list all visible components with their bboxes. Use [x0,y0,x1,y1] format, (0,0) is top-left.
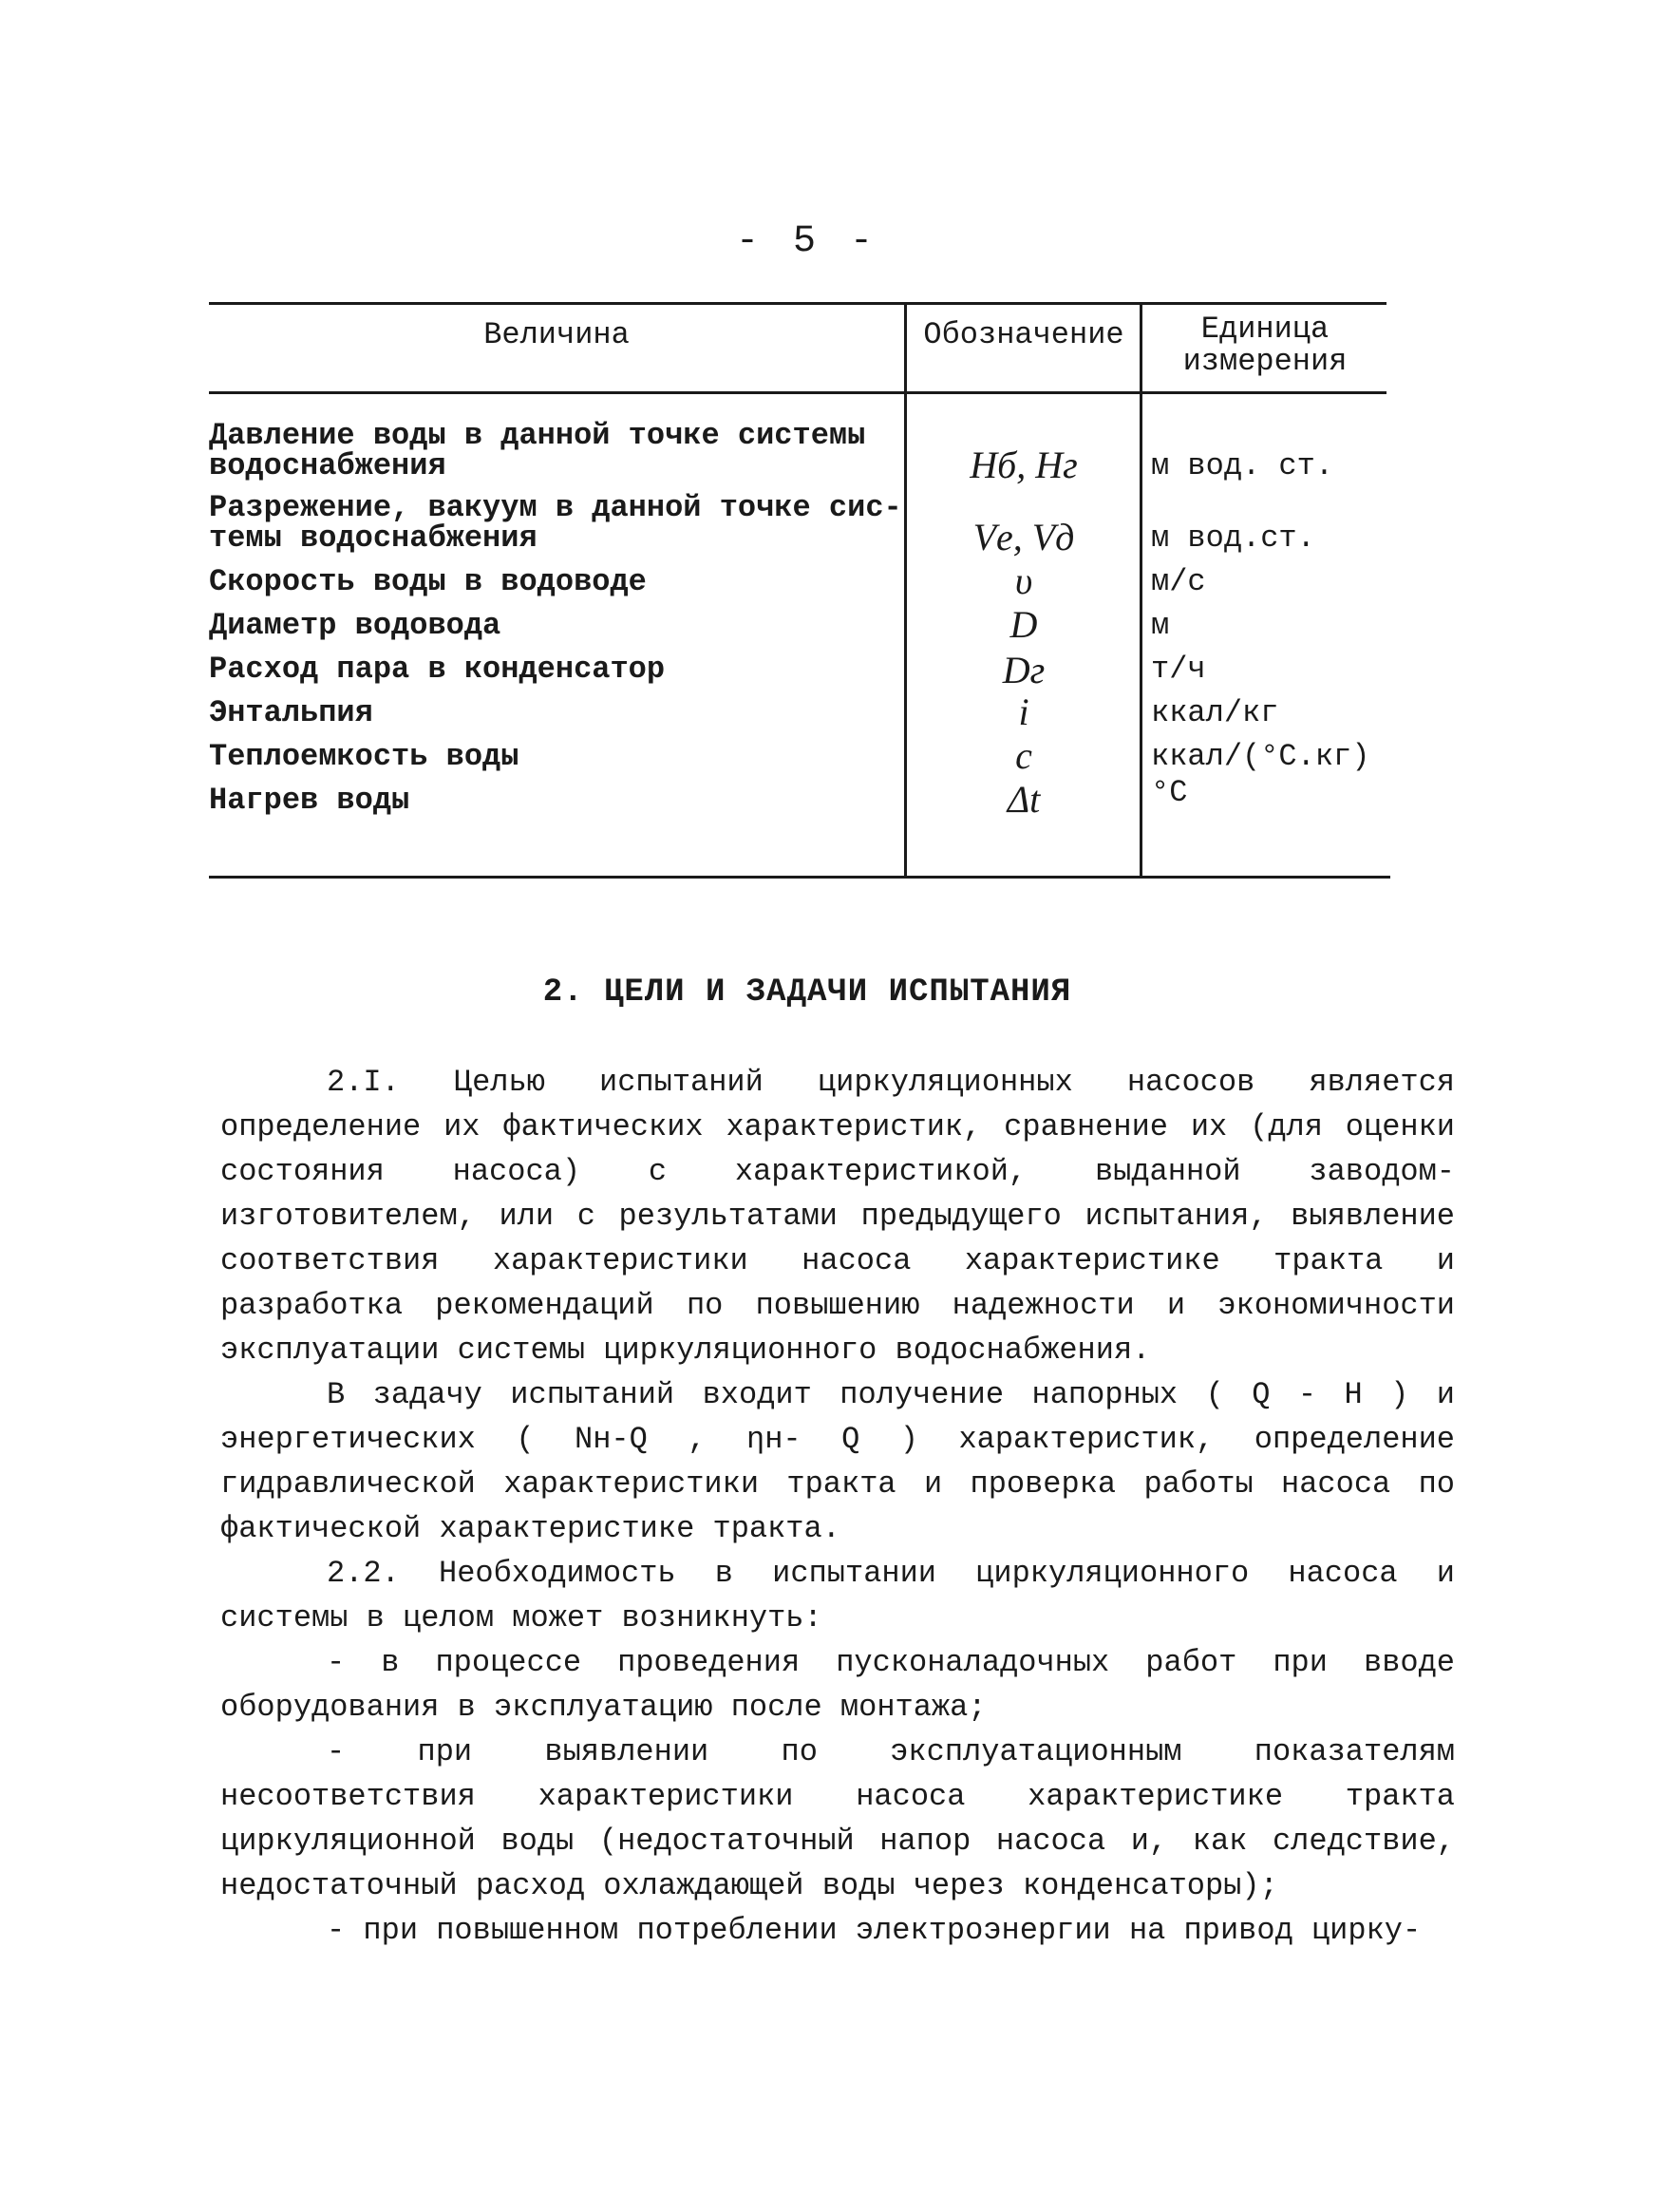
row-unit: °С [1151,775,1188,810]
row-name: Скорость воды в водоводе [209,564,647,599]
list-item: - в процессе проведения пусконаладочных работ при вводе оборудования в эксплуатацию после монтажа; [220,1645,1455,1725]
header-unit-line2: измерения [1182,344,1348,379]
row-symbol: Δt [1007,778,1041,821]
list-item: - при повышенном потреблении электроэнергии на привод цирку- [327,1913,1422,1948]
header-symbol: Обозначение [923,317,1124,352]
table-top-rule [209,302,1386,305]
row-symbol: D [1009,603,1038,646]
section-title: 2. ЦЕЛИ И ЗАДАЧИ ИСПЫТАНИЯ [542,974,1072,1011]
row-unit: м вод. ст. [1151,448,1334,483]
row-unit: т/ч [1151,652,1206,687]
row-symbol: Dг [1002,649,1046,691]
row-name: Теплоемкость воды [209,739,519,774]
row-unit: м/с [1151,564,1206,599]
paragraph: В задачу испытаний входит получение напорных ( Q - H ) и энергетических ( Nн-Q , ηн- Q ) характеристик, определение гидравлической характеристики тракта и проверка работы насоса по фактической характеристике тракта. [220,1377,1455,1546]
row-name: Энтальпия [209,695,373,730]
row-unit: ккал/(°С.кг) [1151,739,1370,774]
row-unit: ккал/кг [1151,695,1279,730]
body-text [220,1060,1455,1953]
row-symbol: υ [1014,559,1033,602]
table-header-rule [209,391,1386,394]
list-item: - при выявлении по эксплуатационным показателям несоответствия характеристики насоса характеристике тракта циркуляционной воды (недостаточный напор насоса и, как следствие, недостаточный расход охлаждающей воды через конденсаторы); [220,1734,1455,1903]
row-name: Разрежение, вакуум в данной точке сис- [209,490,902,525]
table-bottom-rule [209,876,1390,879]
row-unit: м [1151,608,1170,643]
row-name: Расход пара в конденсатор [209,652,666,687]
row-name-cont: темы водоснабжения [209,520,538,556]
paragraph: 2.I. Целью испытаний циркуляционных насосов является определение их фактических характеристик, сравнение их (для оценки состояния насоса) с характеристикой, выданной заводом-изготовителем, или с результатами предыдущего испытания, выявление соответствия характеристики насоса характеристике тракта и разработка рекомендаций по повышению надежности и экономичности эксплуатации системы циркуляционного водоснабжения. [220,1065,1455,1368]
header-unit-line1: Единица [1200,312,1330,347]
header-quantity: Величина [483,317,630,352]
row-symbol: Hб, Hг [970,444,1078,486]
table-col-divider-1 [904,302,907,879]
row-name: Нагрев воды [209,783,410,818]
paragraph: 2.2. Необходимость в испытании циркуляционного насоса и системы в целом может возникнуть: [220,1556,1455,1635]
row-name: Давление воды в данной точке системы [209,418,866,453]
row-symbol: c [1015,734,1032,777]
row-name: Диаметр водовода [209,608,501,643]
table-col-divider-2 [1140,302,1142,879]
row-name-cont: водоснабжения [209,448,446,483]
units-table [209,302,1386,881]
row-symbol: Vе, Vд [972,516,1075,558]
row-unit: м вод.ст. [1151,520,1315,556]
page-number: - 5 - [735,220,879,263]
row-symbol: i [1018,690,1029,733]
